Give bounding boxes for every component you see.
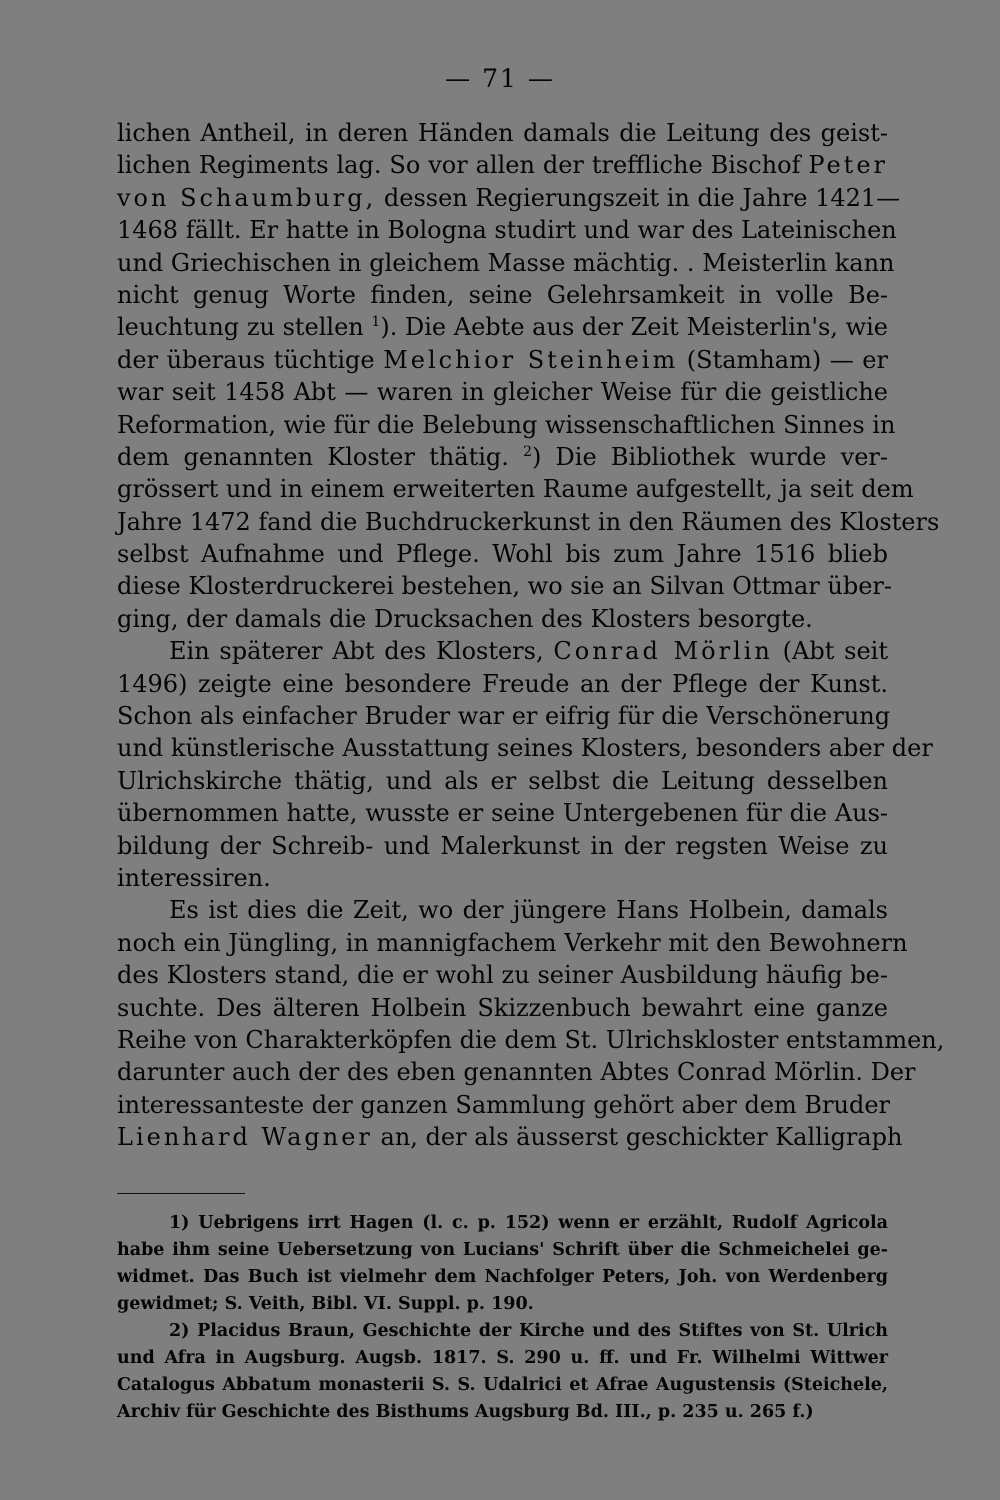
text-line: nicht genug Worte finden, seine Gelehrsamkeit in volle Be- (117, 280, 888, 309)
spaced-name: Melchior Steinheim (383, 345, 679, 374)
text-line: grössert und in einem erweiterten Raume aufgestellt, ja seit dem (117, 475, 914, 504)
text-line: lichen Regiments lag. So vor allen der treffliche Bischof Peter (117, 151, 888, 180)
text-line: ging, der damals die Drucksachen des Klosters besorgte. (117, 604, 813, 633)
text-line: dem genannten Kloster thätig. $^2$) Die Bibliothek wurde ver- (117, 442, 888, 471)
spaced-name: von Schaumburg, (117, 183, 377, 212)
text-line: Ulrichskirche thätig, und als er selbst die Leitung desselben (117, 766, 888, 795)
text-line: der überaus tüchtige Melchior Steinheim (Stamham) — er (117, 345, 888, 374)
text-line: von Schaumburg, dessen Regierungszeit in die Jahre 1421— (117, 183, 901, 212)
text-line: interessanteste der ganzen Sammlung gehört aber dem Bruder (117, 1090, 891, 1119)
text-line: Schon als einfacher Bruder war er eifrig für die Verschönerung (117, 702, 891, 731)
footnote-line: Archiv für Geschichte des Bisthums Augsburg Bd. III., p. 235 u. 265 f.) (117, 1402, 814, 1422)
spaced-name: Lienhard Wagner (117, 1123, 373, 1152)
text-line: noch ein Jüngling, in mannigfachem Verkehr mit den Bewohnern (117, 928, 908, 957)
text-line: bildung der Schreib- und Malerkunst in der regsten Weise zu (117, 831, 888, 860)
text-line: übernommen hatte, wusste er seine Untergebenen für die Aus- (117, 799, 888, 828)
text-line: und Griechischen in gleichem Masse mächtig. . Meisterlin kann (117, 248, 895, 277)
page-number: — 71 — (445, 64, 555, 93)
text-line: interessiren. (117, 863, 271, 892)
text-line: diese Klosterdruckerei bestehen, wo sie an Silvan Ottmar über- (117, 572, 892, 601)
text-line: 1496) zeigte eine besondere Freude an der Pflege der Kunst. (117, 669, 888, 698)
text-line: lichen Antheil, in deren Händen damals die Leitung des geist- (117, 119, 888, 147)
text-line: darunter auch der des eben genannten Abtes Conrad Mörlin. Der (117, 1058, 916, 1087)
text-line: Lienhard Wagner an, der als äusserst geschickter Kalligraph (117, 1123, 903, 1152)
text-line: selbst Aufnahme und Pflege. Wohl bis zum Jahre 1516 blieb (117, 540, 888, 569)
main-text (117, 117, 945, 1154)
text-line: leuchtung zu stellen $^1$). Die Aebte aus der Zeit Meisterlin's, wie (117, 313, 888, 342)
footnote-line: gewidmet; S. Veith, Bibl. VI. Suppl. p. 190. (117, 1294, 534, 1314)
text-line: war seit 1458 Abt — waren in gleicher Weise für die geistliche (117, 378, 888, 407)
text-line: Es ist dies die Zeit, wo der jüngere Hans Holbein, damals (169, 896, 888, 925)
footnotes (117, 1210, 888, 1426)
footnote-line: widmet. Das Buch ist vielmehr dem Nachfolger Peters, Joh. von Werdenberg (117, 1267, 888, 1287)
footnote-line: Catalogus Abbatum monasterii S. S. Udalrici et Afrae Augustensis (Steichele, (117, 1375, 888, 1395)
text-line: suchte. Des älteren Holbein Skizzenbuch bewahrt eine ganze (117, 993, 888, 1022)
spaced-name: Peter (808, 151, 888, 180)
footnote-separator (117, 1193, 245, 1194)
text-line: und künstlerische Ausstattung seines Klosters, besonders aber der (117, 734, 933, 763)
footnote-line: 1) Uebrigens irrt Hagen (l. c. p. 152) wenn er erzählt, Rudolf Agricola (169, 1213, 888, 1233)
spaced-name: Conrad Mörlin (553, 637, 773, 666)
footnote-ref: 1 (371, 314, 381, 331)
text-line: des Klosters stand, die er wohl zu seiner Ausbildung häufig be- (117, 961, 888, 990)
text-line: Ein späterer Abt des Klosters, Conrad Mörlin (Abt seit (169, 637, 888, 666)
footnote-line: und Afra in Augsburg. Augsb. 1817. S. 290 u. ff. und Fr. Wilhelmi Wittwer (117, 1348, 888, 1368)
footnote-line: habe ihm seine Uebersetzung von Lucians' Schrift über die Schmeichelei ge- (117, 1240, 888, 1260)
text-line: Reihe von Charakterköpfen die dem St. Ulrichskloster entstammen, (117, 1025, 945, 1054)
footnote-ref: 2 (523, 443, 532, 460)
text-line: 1468 fällt. Er hatte in Bologna studirt und war des Lateinischen (117, 216, 897, 245)
text-line: Jahre 1472 fand die Buchdruckerkunst in den Räumen des Klosters (117, 507, 940, 536)
footnote-line: 2) Placidus Braun, Geschichte der Kirche und des Stiftes von St. Ulrich (169, 1321, 888, 1341)
text-line: Reformation, wie für die Belebung wissenschaftlichen Sinnes in (117, 410, 896, 439)
